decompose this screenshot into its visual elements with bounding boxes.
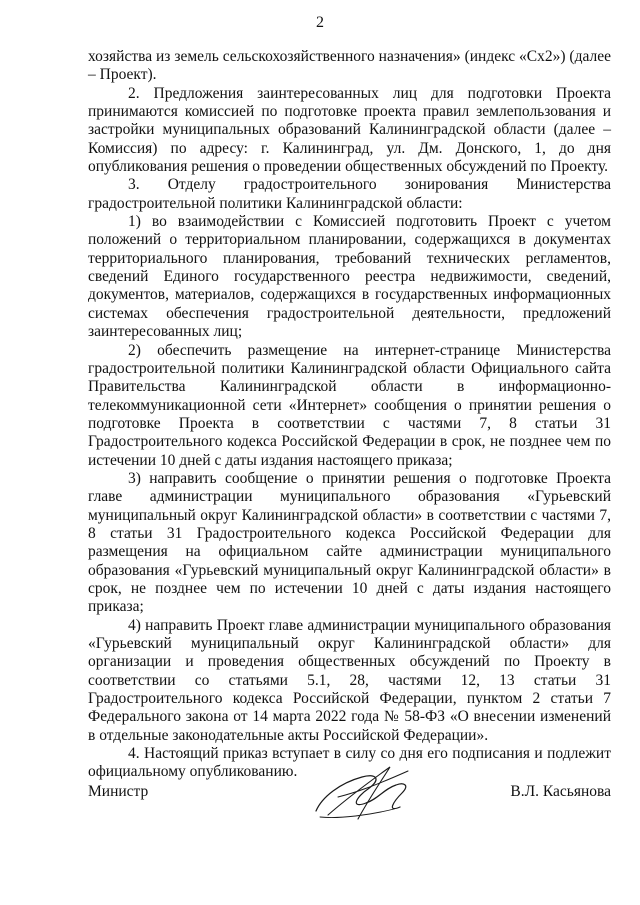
paragraph: 2. Предложения заинтересованных лиц для подготовки Проекта принимаются комиссией по подготовке проекта правил землепользования и застройки муниципальных образований Калининградской области (далее – Комиссия) по адресу: г. Калининград, ул. Дм. Донского, 1, до дня опубликования решения о проведении общественных обсуждений по Проекту.	[88, 84, 611, 176]
page-number: 2	[316, 14, 324, 31]
handwritten-signature	[310, 757, 420, 823]
paragraph: 2) обеспечить размещение на интернет-странице Министерства градостроительной политики Калининградской области Официального сайта Правительства Калининградской области в информационно-телекоммуникационной сети «Интернет» сообщения о принятии решения о подготовке Проекта в соответствии с частями 7, 8 статьи 31 Градостроительного кодекса Российской Федерации в срок, не позднее чем по истечении 10 дней с даты издания настоящего приказа;	[88, 341, 611, 469]
signer-title: Министр	[88, 783, 149, 800]
signer-name: В.Л. Касьянова	[510, 783, 611, 800]
paragraph: 4. Настоящий приказ вступает в силу со дня его подписания и подлежит официальному опубликованию.	[88, 745, 611, 781]
document-body	[88, 48, 611, 782]
paragraph: 1) во взаимодействии с Комиссией подготовить Проект с учетом положений о территориальном планировании, содержащихся в документах территориального планирования, требований технических регламентов, сведений Единого государственного реестра недвижимости, сведений, документов, материалов, содержащихся в государственных информационных системах обеспечения градостроительной деятельности, предложений заинтересованных лиц;	[88, 213, 611, 341]
paragraph: хозяйства из земель сельскохозяйственного назначения» (индекс «Сх2») (далее – Проект).	[88, 48, 611, 84]
signature-block	[88, 765, 611, 835]
paragraph: 3. Отделу градостроительного зонирования Министерства градостроительной политики Калининградской области:	[88, 176, 611, 212]
paragraph: 3) направить сообщение о принятии решения о подготовке Проекта главе администрации муниципального образования «Гурьевский муниципальный округ Калининградской области» в соответствии с частями 7, 8 статьи 31 Градостроительного кодекса Российской Федерации для размещения на официальном сайте администрации муниципального образования «Гурьевский муниципальный округ Калининградской области» в срок, не позднее чем по истечении 10 дней с даты издания настоящего приказа;	[88, 469, 611, 616]
paragraph: 4) направить Проект главе администрации муниципального образования «Гурьевский муниципальный округ Калининградской области» для организации и проведения общественных обсуждений по Проекту в соответствии со статьями 5.1, 28, частями 12, 13 статьи 31 Градостроительного кодекса Российской Федерации, пунктом 2 статьи 7 Федерального закона от 14 марта 2022 года № 58-ФЗ «О внесении изменений в отдельные законодательные акты Российской Федерации».	[88, 616, 611, 744]
